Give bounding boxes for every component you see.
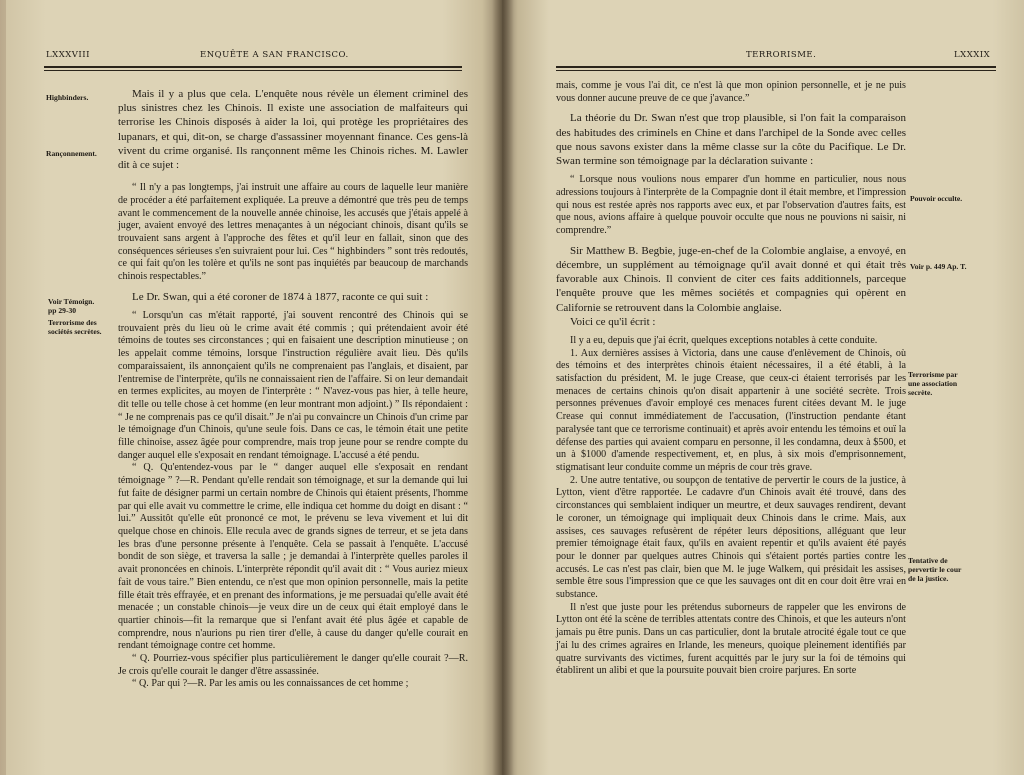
margin-note-terrorisme-line1: Terrorisme des (48, 318, 97, 327)
right-body (556, 80, 906, 678)
right-quote-5: Il n'est que juste pour les prétendus suborneurs de rappeler que les environs de Lytton ont été la scène de terribles attentats contre des Chinois, et que les auteurs n'ont jamais pu être punis. Dans un cas particulier, dont la brutale atrocité égale tout ce que j'ai lu des crimes agraires en Irlande, les meneurs, quoique pleinement identifiés par quatre survivants des victimes, furent acquittés par le jury sur la foi de témoins qui établirent un alibi et que la poursuite pouvait bien croire parjures. En sorte (556, 601, 906, 677)
margin-note-terrorisme (48, 318, 102, 336)
margin-note-highbinders: Highbinders. (46, 93, 89, 102)
margin-note-voir-line1: Voir Témoign. (48, 297, 95, 306)
left-quote-2: “ Lorsqu'un cas m'était rapporté, j'ai souvent rencontré des Chinois qui se trouvaient près du lieu où le crime avait été commis ; qui prétendaient avoir été témoins de toutes ses circonstances ; qui en faisaient une description minutieuse ; on les appelait comme témoins, lorsque l'instruction régulière avait lieu. Dès qu'ils comparaissaient, ils annonçaient qu'ils ne comprenaient pas l'anglais, et disaient, par l'entremise de l'interprète, qu'ils ne connaissaient rien de l'affaire. Si on leur demandait en termes explicites, au moyen de l'interprète : “ N'avez-vous pas hier, à telle heure, dit telle ou telle chose à cet homme (en leur montrant mon adjoint.) ” Ils répondaient : “ Je ne comprenais pas ce qu'il disait.” Je n'ai pu convaincre un Chinois d'un crime par le témoignage d'un Chinois, qu'une seule fois. Dans ce cas, le témoin était une petite fille chinoise, assez âgée pour comprendre, mais trop jeune pour se rendre compte du danger auquel elle s'exposait en rendant témoignage. L'accusé a été pendu. (118, 310, 468, 461)
left-quote-1: “ Il n'y a pas longtemps, j'ai instruit une affaire au cours de laquelle leur manière de procéder a été parfaitement expliquée. La preuve a démontré que très peu de temps avant le commencement de la nouvelle année chinoise, les accusés que j'étais appelé à juger, avaient envoyé des lettres menaçantes à un négociant chinois, disant qu'ils se trouvaient sans argent à l'approche des fêtes et qu'il leur en fallait, sinon que des conséquences sérieuses s'en suivraient pour lui. Ces “ highbinders ” sont très redoutés, ce qui fait qu'on les tolère et qu'ils ne sont pas inquiétés par beaucoup de marchands chinois respectables.” (118, 182, 468, 283)
right-quote-2: Il y a eu, depuis que j'ai écrit, quelques exceptions notables à cette conduite. (570, 334, 878, 346)
margin-note-tentative-line2: pervertir le cour (908, 565, 962, 574)
left-header-rule-thin (44, 70, 462, 71)
right-running-head: TERRORISME. (746, 50, 817, 60)
right-header-rule-thin (556, 70, 996, 71)
margin-note-pouvoir: Pouvoir occulte. (910, 194, 963, 203)
margin-note-voir (48, 297, 94, 315)
left-page-number: LXXXVIII (46, 50, 91, 60)
right-header-rule (556, 66, 996, 68)
margin-note-terrorisme-right (908, 370, 958, 397)
right-page-number: LXXXIX (954, 50, 991, 60)
left-page (6, 0, 502, 775)
book-gutter (492, 0, 514, 775)
left-paragraph-2: Le Dr. Swan, qui a été coroner de 1874 à 1877, raconte ce qui suit : (132, 290, 429, 303)
margin-note-terrorisme-line2: sociétés secrètes. (48, 327, 102, 336)
left-quote-5: “ Q. Par qui ?—R. Par les amis ou les connaissances de cet homme ; (132, 678, 409, 690)
right-paragraph-2: Sir Matthew B. Begbie, juge-en-chef de la Colombie anglaise, a envoyé, en décembre, un supplément au témoignage qu'il avait donné et qui était très favorable aux Chinois. Il convient de citer ces faits additionnels, parceque l'enquête prouve que les mêmes sociétés et compagnies qui opèrent en Californie se retrouvent dans la Colombie anglaise. (556, 244, 906, 314)
margin-note-terrorisme-right-line3: secrète. (908, 388, 933, 397)
margin-note-voir-line2: pp 29-30 (48, 306, 77, 315)
margin-note-tentative-line3: de la justice. (908, 574, 949, 583)
margin-note-rancon: Rançonnement. (46, 149, 97, 158)
margin-note-terrorisme-right-line1: Terrorisme par (908, 370, 958, 379)
right-paragraph-3: Voici ce qu'il écrit : (570, 315, 656, 328)
right-quote-continued: mais, comme je vous l'ai dit, ce n'est là que mon opinion personnelle, et je ne puis vous donner aucune preuve de ce que j'avance.” (556, 80, 906, 104)
margin-note-tentative-line1: Tentative de (908, 556, 948, 565)
margin-note-terrorisme-right-line2: une association (908, 379, 958, 388)
margin-note-tentative (908, 556, 961, 583)
left-paragraph-1: Mais il y a plus que cela. L'enquête nous révèle un élement criminel des plus sinistres chez les Chinois. Il existe une association de malfaiteurs qui terrorise les Chinois disposés à aider la loi, qui protège les propriétaires des lupanars, et qui, dit-on, se charge d'assassiner moyennant finance. Ces gens-là vivent du crime organisé. Ils rançonnent même les Chinois riches. M. Lawler dit à ce sujet : (118, 88, 468, 172)
left-body (118, 87, 468, 691)
left-quote-4: “ Q. Pourriez-vous spécifier plus particulièrement le danger qu'elle courait ?—R. Je crois qu'elle courait le danger d'être assassinée. (118, 653, 468, 677)
right-paragraph-1: La théorie du Dr. Swan n'est que trop plausible, si l'on fait la comparaison des habitudes des criminels en Chine et dans l'archipel de la Sonde avec celles que nous savons exister dans la même classe sur la côte du Pacifique. Le Dr. Swan termine son témoignage par la déclaration suivante : (556, 112, 906, 168)
left-header-rule (44, 66, 462, 68)
left-quote-3: “ Q. Qu'entendez-vous par le “ danger auquel elle s'exposait en rendant témoignage ” ?—R. Pendant qu'elle rendait son témoignage, et sur la demande qui lui fut faite de désigner parmi un certain nombre de Chinois qui étaient présents, l'homme par qui elle avait vu commettre le crime, elle indiqua cet homme du doigt en disant : “ lui.” Aussitôt qu'elle eût prononcé ce mot, le prévenu se leva vivement et lui dit quelque chose en chinois. Elle recula avec de grands signes de terreur, et se jeta dans les bras d'une personne présente à l'enquête. Cela se passait à l'enquête. L'accusé bondit de son siège, et traversa la salle ; je demandai à l'interprète quelles paroles il avait prononcées en chinois. L'interprète répondit qu'il avait dit : “ Vous auriez mieux fait de vous taire.” Bien entendu, ce n'est que mon opinion personnelle, mais la petite fille était très effrayée, et en prenant des informations, je me persuadai qu'elle avait été menacée ; un constable chinois—je veux dire un de ceux qui était employé dans le quartier chinois—fit la remarque que si l'enfant avait été plus âgée et capable de comprendre, nous n'aurions pu rien tirer d'elle, à cause du danger qu'elle courait en rendant témoignage contre cet homme. (118, 462, 468, 652)
right-page (502, 0, 1024, 775)
right-quote-3: 1. Aux dernières assises à Victoria, dans une cause d'enlèvement de Chinois, où des témoins et des interprètes chinois étaient nécessaires, il a été établi, à la satisfaction du président, M. le juge Crease, que ceux-ci étaient terrorisés par les menaces de certains chinois qu'on disait appartenir à une société secrète. Trois personnes prévenues d'avoir employé ces menaces furent citées devant M. le juge Crease qui connut immédiatement de l'accusation, (l'instruction pendante étant paralysée tant que ce terrorisme continuait) et après avoir entendu les témoins et ouï la défense des parties qui avaient comparu en personne, il les condamna, deux à $500, et un à $1000 d'amende respectivement, et, en plus, à six mois d'emprisonnement, stigmatisant leur conduite comme un mépris de cour très grave. (556, 347, 906, 473)
right-quote-1: “ Lorsque nous voulions nous emparer d'un homme en particulier, nous nous adressions toujours à l'interprète de la Compagnie dont il était membre, et l'impression qui nous est restée après nos rapports avec eux, et par l'observation d'autres faits, est que nous, avions affaire à quelque pouvoir occulte que nous ne pouvions ni saisir, ni comprendre.” (556, 174, 906, 237)
margin-note-voir-right: Voir p. 449 Ap. T. (910, 262, 967, 271)
left-running-head: ENQUÊTE A SAN FRANCISCO. (200, 50, 349, 60)
right-quote-4: 2. Une autre tentative, ou soupçon de tentative de pervertir le cours de la justice, à Lytton, vient d'être rapportée. Le cadavre d'un Chinois avait été trouvé, dans des circonstances qui semblaient indiquer un meurtre, et deux sauvages rendirent, devant le coroner, un témoignage qui impliquait deux Chinois dans le crime. Mais, aux assises, ces sauvages refusèrent de répéter leurs dépositions, alléguant que leur premier témoignage était faux, qu'ils en avaient repentir et qu'ils avaient été payés pour le donner par quelques autres Chinois qui s'étaient portés parties contre les accusés. Le cas n'est pas clair, bien que M. le juge Walkem, qui présidait les assises, semble être sous l'impression que ce que les sauvages ont dit en cour doit être vrai en substance. (556, 474, 906, 601)
